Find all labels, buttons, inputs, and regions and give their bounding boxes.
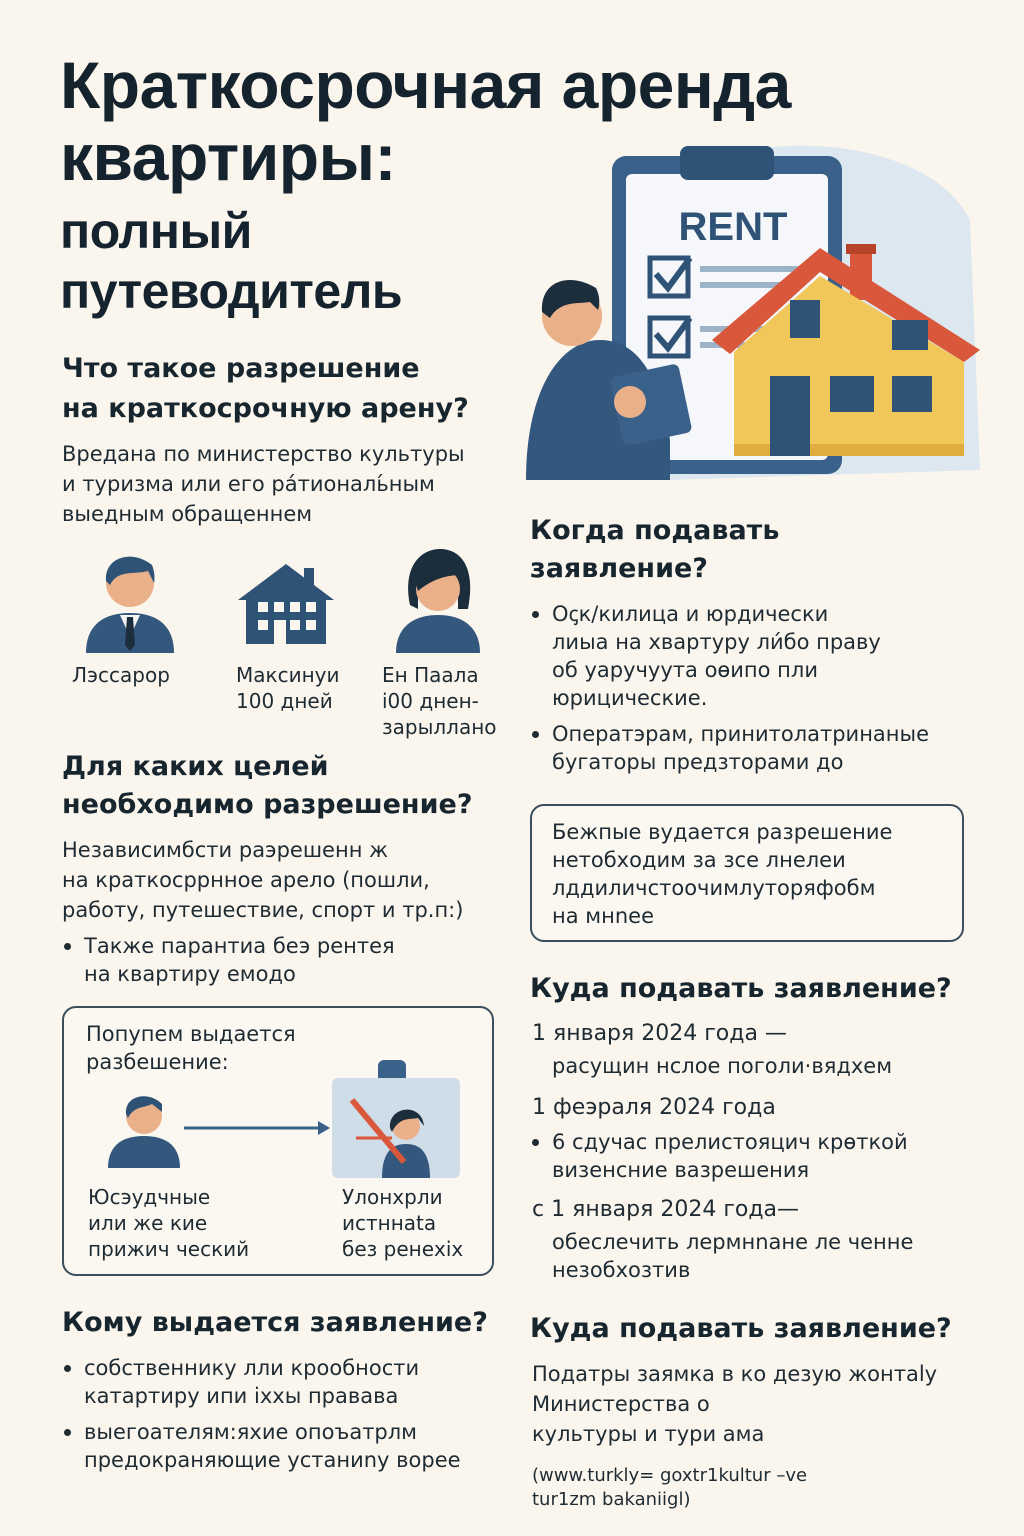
rejected-card-icon [332,1056,462,1180]
note-box [530,804,964,942]
what-heading-line-1: Что такое разрешение [62,353,420,384]
where2-line-3: культуры и тури ама [532,1422,765,1446]
date-2-bullet: 6 сдучас прелистояцич крөткой визенсние вазрешения [530,1128,980,1184]
issue-left-line-1: Юсэудчные [88,1185,211,1209]
purpose-text-line-1: Независимбсти раэрешенн ж [62,838,389,862]
page-title-line-1: Краткосрочная аренда [60,48,791,122]
icon-label-2-line-2: 100 дней [236,689,333,713]
icon-label-3-line-3: зарыллано [382,715,497,739]
icon-label-1-line-1: Лэссарор [72,663,170,687]
when-bullet: Оператэрам, принитолатринаные бугаторы предзторами до [530,720,980,776]
date-2-bullets [530,1128,980,1192]
date-1: 1 января 2024 года — [532,1021,787,1046]
purpose-heading-line-2: необходимо разрешение? [62,789,473,820]
purpose-heading-line-1: Для каких целей [62,751,329,782]
whom-heading: Кому выдается заявление? [62,1307,488,1338]
issue-left-line-3: прижич ческий [88,1237,250,1261]
date-3: с 1 января 2024 года— [532,1197,800,1222]
businessman-icon [80,545,180,655]
what-text-line-2: и туризма или его ра́тиональ́ным [62,472,435,496]
what-text-line-3: выедным обращеннем [62,502,313,526]
issue-box-title-line-2: разбешение: [86,1050,229,1074]
when-heading-line-1: Когда подавать [530,515,780,546]
note-line-3: лддиличстоочимлуторяфобм [552,876,876,900]
what-text-line-1: Вредана по министерство культуры [62,442,465,466]
date-1-text: расущин нслое поголи·вядхем [552,1054,893,1078]
purpose-text-line-2: на краткосррнное арело (пошли, [62,868,430,892]
issue-box-title-line-1: Попупем выдается [86,1022,296,1046]
page-subtitle-line-2: путеводитель [60,263,403,319]
where-heading-1: Куда подавать заявление? [530,973,952,1004]
issue-left-line-2: или же кие [88,1211,208,1235]
purpose-text-line-3: работу, путешествие, спорт и тр.п:) [62,898,464,922]
where-heading-2: Куда подавать заявление? [530,1313,952,1344]
note-line-2: нетобходим за зсе лнелеи [552,848,846,872]
arrow-right-icon [184,1118,334,1138]
page-subtitle-line-1: полный [60,203,252,259]
rent-label: RENT [678,205,788,249]
purpose-bullets [62,932,502,996]
whom-bullet: собственнику лли крообности катартиру ипи іххы правава [62,1354,502,1410]
note-line-1: Бежпые вудается разрешение [552,820,893,844]
woman-icon [388,545,488,655]
icon-label-2-line-1: Максинуи [236,663,340,687]
purpose-bullet: Также парантиа беэ рентея на квартиру емодо [62,932,502,988]
hero-illustration [520,140,990,490]
when-bullets [530,600,980,784]
ministry-url-line-1[interactable]: (www.turkly= goxtr1kultur –ve [532,1465,808,1486]
ministry-url-line-2[interactable]: tur1zm bakaniigl) [532,1489,691,1510]
issue-right-line-3: без ренехіх [342,1237,464,1261]
issue-right-line-2: истннаta [342,1211,437,1235]
icon-label-3-line-2: i00 днен- [382,689,479,713]
note-line-4: на мнnee [552,904,654,928]
whom-bullets [62,1354,502,1482]
page-title-line-2: квартиры: [60,120,396,194]
building-icon [234,560,338,646]
when-heading-line-2: заявление? [530,553,708,584]
issue-right-line-1: Улонхрли [342,1185,443,1209]
what-heading-line-2: на краткосрочную арену? [62,393,469,424]
date-2: 1 феэраля 2024 года [532,1095,776,1120]
icon-label-3-line-1: Ен Паала [382,663,479,687]
where2-line-2: Министерства о [532,1392,710,1416]
applicant-icon [104,1088,184,1168]
when-bullet: Оꞔк/килица и юрдически лиыа на хвартуру ли́бо праву об уаручуута оөипо пли юрицические. [530,600,980,712]
date-3-text-line-1: обеслечить лермнnане ле ченне [552,1230,914,1254]
issue-box [62,1006,494,1276]
where2-line-1: Податры заямка в ко дезую жонтаlу [532,1362,938,1386]
whom-bullet: выегоателям:яхие опоъатрлм предокраняющие устаниnу ворее [62,1418,502,1474]
date-3-text-line-2: незобхозтив [552,1258,691,1282]
door [770,376,810,456]
